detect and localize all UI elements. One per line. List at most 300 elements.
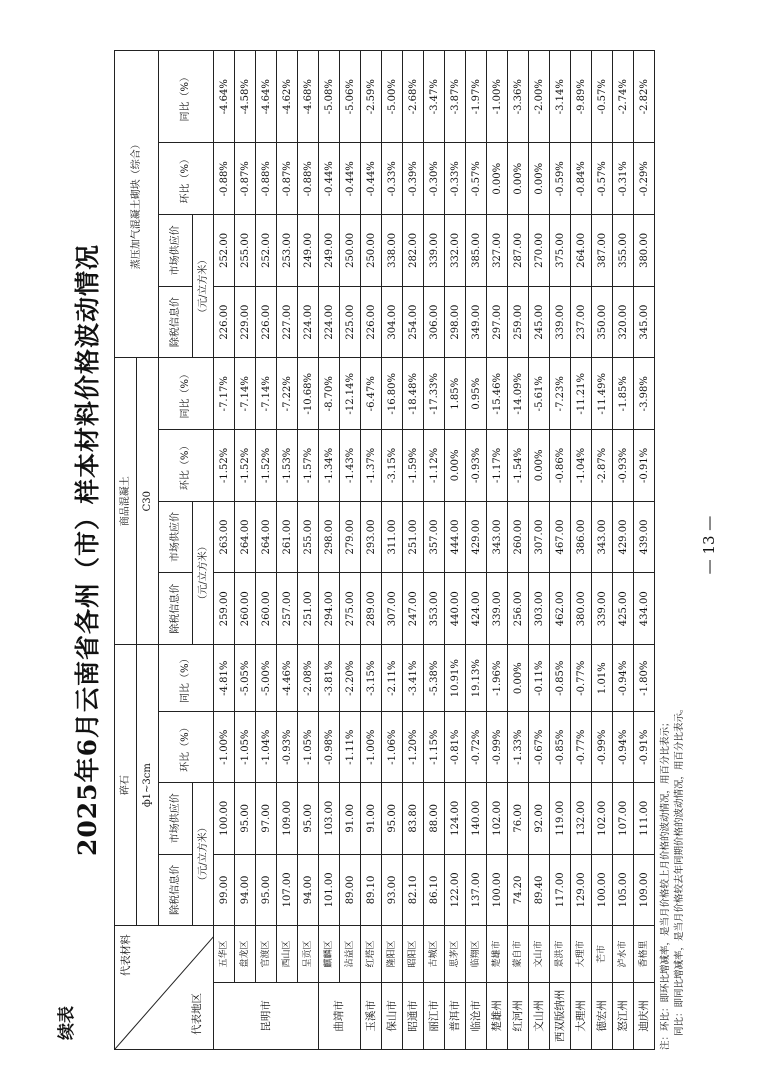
city-cell: 玉溪市 <box>361 982 382 1049</box>
city-cell: 丽江市 <box>424 982 445 1049</box>
spec-header-concrete: C30 <box>137 358 159 645</box>
col-header-mom: 环比（%） <box>159 712 214 783</box>
value-cell: 250.00 <box>340 215 361 287</box>
city-cell: 楚雄州 <box>487 982 508 1049</box>
value-cell: 83.80 <box>403 782 424 854</box>
value-cell: 0.95% <box>466 358 487 430</box>
value-cell: -0.44% <box>361 143 382 215</box>
value-cell: -4.81% <box>214 645 235 712</box>
value-cell: 311.00 <box>382 501 403 573</box>
spec-header-gravel: ф1~3cm <box>137 645 159 926</box>
col-header-yoy: 同比（%） <box>159 51 214 143</box>
value-cell: -0.93% <box>277 712 298 783</box>
value-cell: -0.91% <box>634 430 655 502</box>
value-cell: 298.00 <box>319 501 340 573</box>
value-cell: 229.00 <box>235 286 256 358</box>
value-cell: 225.00 <box>340 286 361 358</box>
value-cell: 89.00 <box>340 854 361 926</box>
value-cell: 387.00 <box>592 215 613 287</box>
col-header-market-price: 市场供应价 <box>159 501 193 573</box>
value-cell: -2.20% <box>340 645 361 712</box>
rotated-page-content <box>70 50 685 1050</box>
value-cell: -0.57% <box>592 143 613 215</box>
value-cell: 327.00 <box>487 215 508 287</box>
value-cell: 89.40 <box>529 854 550 926</box>
value-cell: -2.87% <box>592 430 613 502</box>
value-cell: 93.00 <box>382 854 403 926</box>
value-cell: 294.00 <box>319 573 340 645</box>
value-cell: -7.23% <box>550 358 571 430</box>
value-cell: 275.00 <box>340 573 361 645</box>
value-cell: -0.31% <box>613 143 634 215</box>
city-cell: 红河州 <box>508 982 529 1049</box>
value-cell: -1.20% <box>403 712 424 783</box>
value-cell: -0.91% <box>634 712 655 783</box>
table-row <box>550 51 571 1050</box>
table-row <box>592 51 613 1050</box>
value-cell: 339.00 <box>550 286 571 358</box>
district-cell: 香格里 <box>634 926 655 982</box>
district-cell: 大理市 <box>571 926 592 982</box>
value-cell: 261.00 <box>277 501 298 573</box>
district-cell: 麒麟区 <box>319 926 340 982</box>
value-cell: -1.43% <box>340 430 361 502</box>
district-cell: 隆阳区 <box>382 926 403 982</box>
unit-label: （元/立方米） <box>193 215 214 358</box>
district-cell: 泸水市 <box>613 926 634 982</box>
value-cell: 282.00 <box>403 215 424 287</box>
value-cell: -9.89% <box>571 51 592 143</box>
value-cell: -0.72% <box>466 712 487 783</box>
value-cell: 353.00 <box>424 573 445 645</box>
value-cell: 117.00 <box>550 854 571 926</box>
value-cell: 338.00 <box>382 215 403 287</box>
value-cell: 119.00 <box>550 782 571 854</box>
value-cell: -0.99% <box>487 712 508 783</box>
value-cell: 289.00 <box>361 573 382 645</box>
note-line: 同比：即同比增减率，是当月价格较去年同期价格的波动情况，用百分比表示。 <box>674 703 685 1036</box>
value-cell: -1.04% <box>256 712 277 783</box>
value-cell: 247.00 <box>403 573 424 645</box>
value-cell: 1.01% <box>592 645 613 712</box>
district-cell: 盘龙区 <box>235 926 256 982</box>
value-cell: -0.88% <box>256 143 277 215</box>
city-cell: 普洱市 <box>445 982 466 1049</box>
value-cell: -5.61% <box>529 358 550 430</box>
value-cell: 293.00 <box>361 501 382 573</box>
table-row <box>214 51 235 1050</box>
value-cell: -5.06% <box>340 51 361 143</box>
value-cell: -4.62% <box>277 51 298 143</box>
value-cell: 253.00 <box>277 215 298 287</box>
note-line: 注：环比：即环比增减率，是当月价格较上月价格的波动情况，用百分比表示； <box>660 717 671 1050</box>
value-cell: 95.00 <box>298 782 319 854</box>
value-cell: 264.00 <box>571 215 592 287</box>
value-cell: 99.00 <box>214 854 235 926</box>
value-cell: 343.00 <box>487 501 508 573</box>
value-cell: -1.97% <box>466 51 487 143</box>
city-cell: 临沧市 <box>466 982 487 1049</box>
value-cell: 132.00 <box>571 782 592 854</box>
table-row <box>298 51 319 1050</box>
col-header-tax-price: 除税信息价 <box>159 854 193 926</box>
value-cell: -0.44% <box>340 143 361 215</box>
value-cell: -1.05% <box>235 712 256 783</box>
value-cell: 227.00 <box>277 286 298 358</box>
value-cell: 86.10 <box>424 854 445 926</box>
unit-label: （元/立方米） <box>193 782 214 925</box>
value-cell: -1.11% <box>340 712 361 783</box>
value-cell: 386.00 <box>571 501 592 573</box>
value-cell: -0.87% <box>277 143 298 215</box>
value-cell: 89.10 <box>361 854 382 926</box>
continued-table-label: 续表 <box>57 1006 77 1040</box>
price-table <box>114 50 655 1050</box>
value-cell: -0.39% <box>403 143 424 215</box>
value-cell: 298.00 <box>445 286 466 358</box>
value-cell: -7.14% <box>256 358 277 430</box>
value-cell: -2.82% <box>634 51 655 143</box>
city-cell: 昭通市 <box>403 982 424 1049</box>
value-cell: -0.11% <box>529 645 550 712</box>
table-row <box>466 51 487 1050</box>
value-cell: -11.49% <box>592 358 613 430</box>
value-cell: 129.00 <box>571 854 592 926</box>
value-cell: -1.17% <box>487 430 508 502</box>
value-cell: -5.00% <box>256 645 277 712</box>
value-cell: -0.94% <box>613 712 634 783</box>
value-cell: -3.98% <box>634 358 655 430</box>
value-cell: 349.00 <box>466 286 487 358</box>
table-row <box>445 51 466 1050</box>
value-cell: -1.59% <box>403 430 424 502</box>
value-cell: 254.00 <box>403 286 424 358</box>
value-cell: 429.00 <box>466 501 487 573</box>
value-cell: 264.00 <box>235 501 256 573</box>
value-cell: 345.00 <box>634 286 655 358</box>
table-row <box>256 51 277 1050</box>
value-cell: -3.15% <box>382 430 403 502</box>
value-cell: 307.00 <box>382 573 403 645</box>
value-cell: -1.06% <box>382 712 403 783</box>
value-cell: -3.81% <box>319 645 340 712</box>
table-row <box>571 51 592 1050</box>
col-header-tax-price: 除税信息价 <box>159 573 193 645</box>
district-cell: 蒙自市 <box>508 926 529 982</box>
value-cell: -0.29% <box>634 143 655 215</box>
district-cell: 沾益区 <box>340 926 361 982</box>
table-row <box>277 51 298 1050</box>
corner-material-label: 代表材料 <box>120 934 132 977</box>
value-cell: 137.00 <box>466 854 487 926</box>
value-cell: -5.05% <box>235 645 256 712</box>
value-cell: 251.00 <box>298 573 319 645</box>
district-cell: 芒市 <box>592 926 613 982</box>
value-cell: 102.00 <box>592 782 613 854</box>
value-cell: -1.33% <box>508 712 529 783</box>
value-cell: 357.00 <box>424 501 445 573</box>
value-cell: 122.00 <box>445 854 466 926</box>
col-header-mom: 环比（%） <box>159 143 214 215</box>
value-cell: 226.00 <box>256 286 277 358</box>
value-cell: 385.00 <box>466 215 487 287</box>
value-cell: 425.00 <box>613 573 634 645</box>
value-cell: -0.57% <box>592 51 613 143</box>
col-header-tax-price: 除税信息价 <box>159 286 193 358</box>
value-cell: 287.00 <box>508 215 529 287</box>
value-cell: 100.00 <box>214 782 235 854</box>
value-cell: -0.33% <box>445 143 466 215</box>
value-cell: -0.67% <box>529 712 550 783</box>
value-cell: -10.68% <box>298 358 319 430</box>
value-cell: -12.14% <box>340 358 361 430</box>
city-cell: 怒江州 <box>613 982 634 1049</box>
table-row <box>487 51 508 1050</box>
city-cell: 德宏州 <box>592 982 613 1049</box>
value-cell: 270.00 <box>529 215 550 287</box>
table-row <box>634 51 655 1050</box>
value-cell: 100.00 <box>592 854 613 926</box>
district-cell: 昭阳区 <box>403 926 424 982</box>
value-cell: 332.00 <box>445 215 466 287</box>
value-cell: -4.46% <box>277 645 298 712</box>
value-cell: -4.68% <box>298 51 319 143</box>
value-cell: -3.15% <box>361 645 382 712</box>
value-cell: 19.13% <box>466 645 487 712</box>
table-row <box>529 51 550 1050</box>
value-cell: 307.00 <box>529 501 550 573</box>
value-cell: 339.00 <box>424 215 445 287</box>
unit-label: （元/立方米） <box>193 501 214 644</box>
value-cell: 95.00 <box>235 782 256 854</box>
value-cell: -0.33% <box>382 143 403 215</box>
city-cell: 西双版纳州 <box>550 982 571 1049</box>
value-cell: -6.47% <box>361 358 382 430</box>
value-cell: -0.94% <box>613 645 634 712</box>
value-cell: 105.00 <box>613 854 634 926</box>
value-cell: 109.00 <box>277 782 298 854</box>
value-cell: -5.38% <box>424 645 445 712</box>
table-row <box>382 51 403 1050</box>
value-cell: -0.84% <box>571 143 592 215</box>
value-cell: -2.74% <box>613 51 634 143</box>
value-cell: -1.12% <box>424 430 445 502</box>
value-cell: 1.85% <box>445 358 466 430</box>
value-cell: -1.52% <box>235 430 256 502</box>
corner-header-cell <box>115 926 214 1050</box>
value-cell: 102.00 <box>487 782 508 854</box>
value-cell: -1.52% <box>256 430 277 502</box>
value-cell: -7.17% <box>214 358 235 430</box>
value-cell: 237.00 <box>571 286 592 358</box>
table-row <box>340 51 361 1050</box>
value-cell: -3.87% <box>445 51 466 143</box>
value-cell: -11.21% <box>571 358 592 430</box>
value-cell: -3.47% <box>424 51 445 143</box>
value-cell: 100.00 <box>487 854 508 926</box>
page-title: 2025年6月云南省各州（市）样本材料价格波动情况 <box>73 244 102 856</box>
city-cell: 文山州 <box>529 982 550 1049</box>
value-cell: -3.41% <box>403 645 424 712</box>
value-cell: -2.08% <box>298 645 319 712</box>
value-cell: -1.96% <box>487 645 508 712</box>
value-cell: 304.00 <box>382 286 403 358</box>
value-cell: -0.81% <box>445 712 466 783</box>
table-body <box>214 51 655 1050</box>
value-cell: 264.00 <box>256 501 277 573</box>
value-cell: -0.59% <box>550 143 571 215</box>
value-cell: 76.00 <box>508 782 529 854</box>
district-cell: 古城区 <box>424 926 445 982</box>
value-cell: 0.00% <box>508 143 529 215</box>
value-cell: -0.85% <box>550 645 571 712</box>
value-cell: -1.57% <box>298 430 319 502</box>
value-cell: 252.00 <box>256 215 277 287</box>
value-cell: 249.00 <box>319 215 340 287</box>
value-cell: 380.00 <box>634 215 655 287</box>
value-cell: -0.57% <box>466 143 487 215</box>
page-number: — 13 — <box>700 515 718 575</box>
value-cell: 380.00 <box>571 573 592 645</box>
value-cell: 226.00 <box>214 286 235 358</box>
group-header-concrete: 商品混凝土 <box>115 358 137 645</box>
value-cell: 251.00 <box>403 501 424 573</box>
value-cell: 467.00 <box>550 501 571 573</box>
value-cell: 444.00 <box>445 501 466 573</box>
value-cell: 249.00 <box>298 215 319 287</box>
table-row <box>361 51 382 1050</box>
table-notes <box>659 50 687 1050</box>
value-cell: 107.00 <box>613 782 634 854</box>
table-row <box>508 51 529 1050</box>
value-cell: -0.77% <box>571 712 592 783</box>
value-cell: -3.14% <box>550 51 571 143</box>
value-cell: -5.08% <box>319 51 340 143</box>
district-cell: 临翔区 <box>466 926 487 982</box>
district-cell: 呈贡区 <box>298 926 319 982</box>
value-cell: -7.22% <box>277 358 298 430</box>
value-cell: 101.00 <box>319 854 340 926</box>
value-cell: -2.68% <box>403 51 424 143</box>
value-cell: -4.64% <box>214 51 235 143</box>
value-cell: 343.00 <box>592 501 613 573</box>
value-cell: -0.93% <box>613 430 634 502</box>
value-cell: 0.00% <box>529 430 550 502</box>
value-cell: 94.00 <box>235 854 256 926</box>
value-cell: 107.00 <box>277 854 298 926</box>
value-cell: 306.00 <box>424 286 445 358</box>
value-cell: 88.00 <box>424 782 445 854</box>
group-header-block: 蒸压加气混凝土砌块（综合） <box>115 51 159 358</box>
table-row <box>319 51 340 1050</box>
value-cell: -1.54% <box>508 430 529 502</box>
value-cell: 140.00 <box>466 782 487 854</box>
value-cell: -1.85% <box>613 358 634 430</box>
value-cell: -0.87% <box>235 143 256 215</box>
col-header-market-price: 市场供应价 <box>159 215 193 287</box>
value-cell: 226.00 <box>361 286 382 358</box>
value-cell: 91.00 <box>340 782 361 854</box>
value-cell: -2.00% <box>529 51 550 143</box>
value-cell: -16.80% <box>382 358 403 430</box>
city-cell: 曲靖市 <box>319 982 361 1049</box>
value-cell: 10.91% <box>445 645 466 712</box>
value-cell: 260.00 <box>508 501 529 573</box>
value-cell: -0.30% <box>424 143 445 215</box>
district-cell: 五华区 <box>214 926 235 982</box>
value-cell: -7.14% <box>235 358 256 430</box>
value-cell: 94.00 <box>298 854 319 926</box>
value-cell: -0.88% <box>298 143 319 215</box>
value-cell: -2.11% <box>382 645 403 712</box>
value-cell: 259.00 <box>508 286 529 358</box>
value-cell: -0.44% <box>319 143 340 215</box>
value-cell: 97.00 <box>256 782 277 854</box>
table-row <box>403 51 424 1050</box>
value-cell: 74.20 <box>508 854 529 926</box>
value-cell: -1.05% <box>298 712 319 783</box>
value-cell: -1.80% <box>634 645 655 712</box>
district-cell: 官渡区 <box>256 926 277 982</box>
table-row <box>235 51 256 1050</box>
value-cell: 320.00 <box>613 286 634 358</box>
district-cell: 红塔区 <box>361 926 382 982</box>
value-cell: 0.00% <box>487 143 508 215</box>
value-cell: 375.00 <box>550 215 571 287</box>
value-cell: -0.86% <box>550 430 571 502</box>
value-cell: -4.64% <box>256 51 277 143</box>
value-cell: 95.00 <box>256 854 277 926</box>
value-cell: -0.77% <box>571 645 592 712</box>
value-cell: -2.59% <box>361 51 382 143</box>
col-header-yoy: 同比（%） <box>159 358 214 430</box>
value-cell: 297.00 <box>487 286 508 358</box>
value-cell: -0.99% <box>592 712 613 783</box>
value-cell: 82.10 <box>403 854 424 926</box>
value-cell: 257.00 <box>277 573 298 645</box>
value-cell: 462.00 <box>550 573 571 645</box>
value-cell: 339.00 <box>592 573 613 645</box>
value-cell: 434.00 <box>634 573 655 645</box>
value-cell: -17.33% <box>424 358 445 430</box>
district-cell: 楚雄市 <box>487 926 508 982</box>
value-cell: 429.00 <box>613 501 634 573</box>
value-cell: -14.09% <box>508 358 529 430</box>
value-cell: -18.48% <box>403 358 424 430</box>
corner-region-label: 代表地区 <box>191 993 203 1035</box>
table-row <box>613 51 634 1050</box>
value-cell: -3.36% <box>508 51 529 143</box>
district-cell: 思茅区 <box>445 926 466 982</box>
group-header-gravel: 碎石 <box>115 645 137 926</box>
value-cell: -1.00% <box>487 51 508 143</box>
value-cell: 224.00 <box>319 286 340 358</box>
value-cell: 245.00 <box>529 286 550 358</box>
col-header-yoy: 同比（%） <box>159 645 214 712</box>
value-cell: -1.34% <box>319 430 340 502</box>
col-header-mom: 环比（%） <box>159 430 214 502</box>
value-cell: 350.00 <box>592 286 613 358</box>
value-cell: -0.98% <box>319 712 340 783</box>
value-cell: 339.00 <box>487 573 508 645</box>
table-row <box>424 51 445 1050</box>
value-cell: -1.04% <box>571 430 592 502</box>
city-cell: 昆明市 <box>214 982 319 1049</box>
value-cell: 255.00 <box>235 215 256 287</box>
value-cell: -1.53% <box>277 430 298 502</box>
value-cell: 440.00 <box>445 573 466 645</box>
district-cell: 景洪市 <box>550 926 571 982</box>
